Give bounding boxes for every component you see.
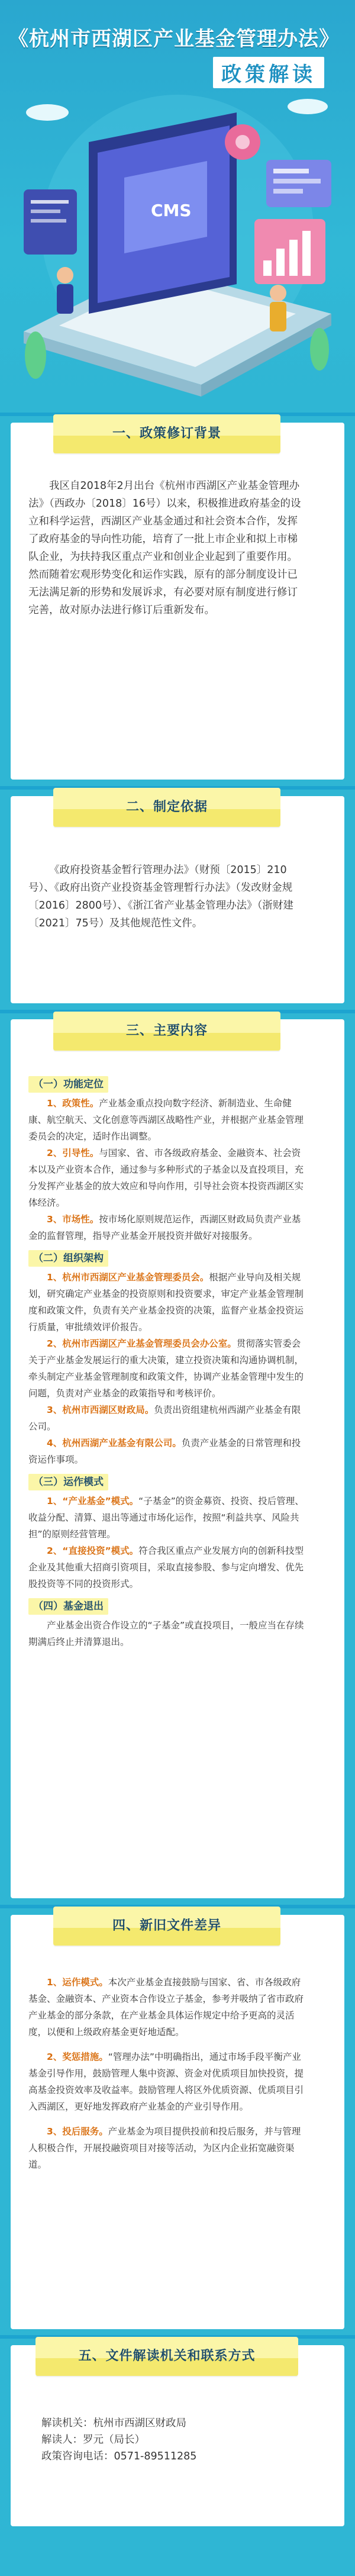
paragraph: 《政府投资基金暂行管理办法》（财预〔2015〕210号）、《政府出资产业投资基金管理暂行办法》（发改财金规〔2016〕2800号）、《浙江省产业基金管理办法》（浙财建〔2021〕75号）及其他规范性文件。 <box>28 864 293 929</box>
paragraph: 产业基金为项目提供投前和投后服务，并与管理人积极合作，开展投融资项目对接等活动，为区内企业拓宽融资渠道。 <box>28 2126 301 2170</box>
cloud-icon <box>288 99 328 114</box>
section-body <box>28 477 306 619</box>
chart-bar <box>263 260 272 276</box>
sub-heading: （三）运作模式 <box>28 1474 108 1490</box>
keyword: 4、杭州西湖产业基金有限公司。 <box>47 1438 182 1448</box>
paragraph: “子基金”的资金募资、投资、投后管理、收益分配、清算、退出等通过市场化运作，按照“利益共享、风险共担”的原则经营管理。 <box>28 1496 304 1540</box>
section-title: 一、政策修订背景 <box>112 426 221 441</box>
keyword: 2、杭州市西湖区产业基金管理委员会办公室。 <box>47 1338 237 1349</box>
keyword: 1、杭州市西湖区产业基金管理委员会。 <box>47 1272 209 1283</box>
keyword: 3、市场性。 <box>47 1214 99 1225</box>
person-icon <box>270 285 286 301</box>
keyword: 1、“产业基金”模式。 <box>47 1496 139 1506</box>
section-header <box>53 414 280 453</box>
paragraph: 与国家、省、市各级政府基金、金融资本、社会资本以及产业资本合作，通过参与多种形式的子基金以及直投项目，充分发挥产业基金的放大效应和导向作用，引导社会资本投资西湖区实体经济。 <box>28 1148 304 1208</box>
keyword: 2、“直接投资”模式。 <box>47 1545 139 1556</box>
sub-heading: （四）基金退出 <box>28 1598 108 1615</box>
keyword: 3、投后服务。 <box>47 2126 108 2137</box>
paragraph: 负责产业基金的日常管理和投资运作事项。 <box>28 1438 301 1465</box>
card-line <box>273 179 321 183</box>
keyword: 3、杭州市西湖区财政局。 <box>47 1405 154 1415</box>
sub-heading: （二）组织架构 <box>28 1250 108 1267</box>
card-line <box>273 189 303 194</box>
chart-bar <box>289 240 298 276</box>
contact-line: 政策咨询电话：0571-89511285 <box>41 2451 197 2462</box>
doc-line <box>31 219 66 223</box>
doc-line <box>31 210 60 213</box>
plant-icon <box>25 331 46 379</box>
hero-banner <box>0 0 355 408</box>
section-title: 三、主要内容 <box>125 1023 208 1038</box>
paragraph: “管理办法”中明确指出，通过市场手段平衡产业基金引导作用，鼓励管理人集中资源、资金对优质项目加快投资，提高基金投资效率及收益率。鼓励管理人将区外优质资源、优质项目引入西湖区，更好地发挥政府产业基金的产业引导作用。 <box>28 2052 304 2112</box>
paragraph: 符合我区重点产业发展方向的创新科技型企业及其他重大招商引资项目，采取直接参股、参与定向增发、优先股投资等不同的投资形式。 <box>28 1545 304 1589</box>
paragraph: 产业基金出资合作设立的“子基金”或直投项目，一般应当在存续期满后终止并清算退出。 <box>28 1620 304 1647</box>
paragraph: 产业基金重点投向数字经济、新制造业、生命健康、航空航天、文化创意等西湖区战略性产业，并根据产业基金管理委员会的决定，适时作出调整。 <box>28 1098 304 1142</box>
sub-heading: （一）功能定位 <box>28 1076 108 1093</box>
paragraph: 根据产业导向及相关规划，研究确定产业基金的投资原则和投资要求，审定产业基金管理制度和政策文件，负责有关产业基金投资的决策，监督产业基金投资运行质量，审批绩效评价报告。 <box>28 1272 304 1332</box>
doc-line <box>31 200 69 204</box>
gear-center <box>235 135 250 149</box>
person-body <box>57 284 73 314</box>
section-title: 二、制定依据 <box>125 800 208 814</box>
hero-illustration <box>0 89 355 408</box>
section-header <box>53 1012 280 1051</box>
paragraph: 我区自2018年2月出台《杭州市西湖区产业基金管理办法》（西政办〔2018〕16号）以来，积极推进政府基金的设立和科学运营，西湖区产业基金通过和社会资本合作，发挥了政府基金的导向性功能，培育了一批上市企业和拟上市梯队企业，为扶持我区重点产业和创业企业起到了重要作用。然而随着宏观形势变化和运作实践，原有的部分制度设计已无法满足新的形势和发展诉求，有必要对原有制度进行修订完善，故对原办法进行修订后重新发布。 <box>28 480 301 616</box>
contact-info <box>41 2415 320 2465</box>
person-icon <box>57 267 73 284</box>
section-body <box>28 861 306 932</box>
hero-subtitle: 政策解读 <box>213 57 324 88</box>
section-body <box>28 1974 306 2173</box>
chart-bar <box>302 231 311 276</box>
section-title: 四、新旧文件差异 <box>112 1918 221 1933</box>
paragraph: 按市场化原则规范运作，西湖区财政局负责产业基金的监督管理，指导产业基金开展投资并做好对接服务。 <box>28 1214 301 1241</box>
person-body <box>270 302 286 331</box>
contact-line: 解读机关：杭州市西湖区财政局 <box>41 2417 186 2429</box>
section-body <box>28 1070 306 1650</box>
cloud-icon <box>26 104 69 121</box>
chart-bar <box>276 249 285 276</box>
keyword: 2、奖惩措施。 <box>47 2052 108 2062</box>
paragraph: 本次产业基金直接鼓励与国家、省、市各级政府基金、金融资本、产业资本合作设立子基金，参考并吸纳了省市政府产业基金的部分条款，在产业基金具体运作规定中给予更高的灵活度，以便和上级政府基金更好地适配。 <box>28 1977 304 2037</box>
section-header <box>36 2337 298 2376</box>
keyword: 2、引导性。 <box>47 1148 99 1158</box>
section-header <box>53 788 280 827</box>
keyword: 1、运作模式。 <box>47 1977 108 1988</box>
plant-icon <box>310 328 329 371</box>
paragraph: 负责出资组建杭州西湖产业基金有限公司。 <box>28 1405 301 1432</box>
keyword: 1、政策性。 <box>47 1098 99 1109</box>
contact-line: 解读人：罗元（局长） <box>41 2434 145 2446</box>
section-header <box>53 1907 280 1946</box>
paragraph: 贯彻落实管委会关于产业基金发展运行的重大决策，建立投资决策和沟通协调机制，牵头制定产业基金管理制度和政策文件，协调产业基金管理中发生的问题，负责对产业基金的政策指导和考核评价。 <box>28 1338 304 1399</box>
card-line <box>273 169 309 173</box>
hero-title: 《杭州市西湖区产业基金管理办法》 <box>8 27 340 51</box>
cms-label: CMS <box>151 201 192 220</box>
section-title: 五、文件解读机关和联系方式 <box>78 2349 256 2364</box>
